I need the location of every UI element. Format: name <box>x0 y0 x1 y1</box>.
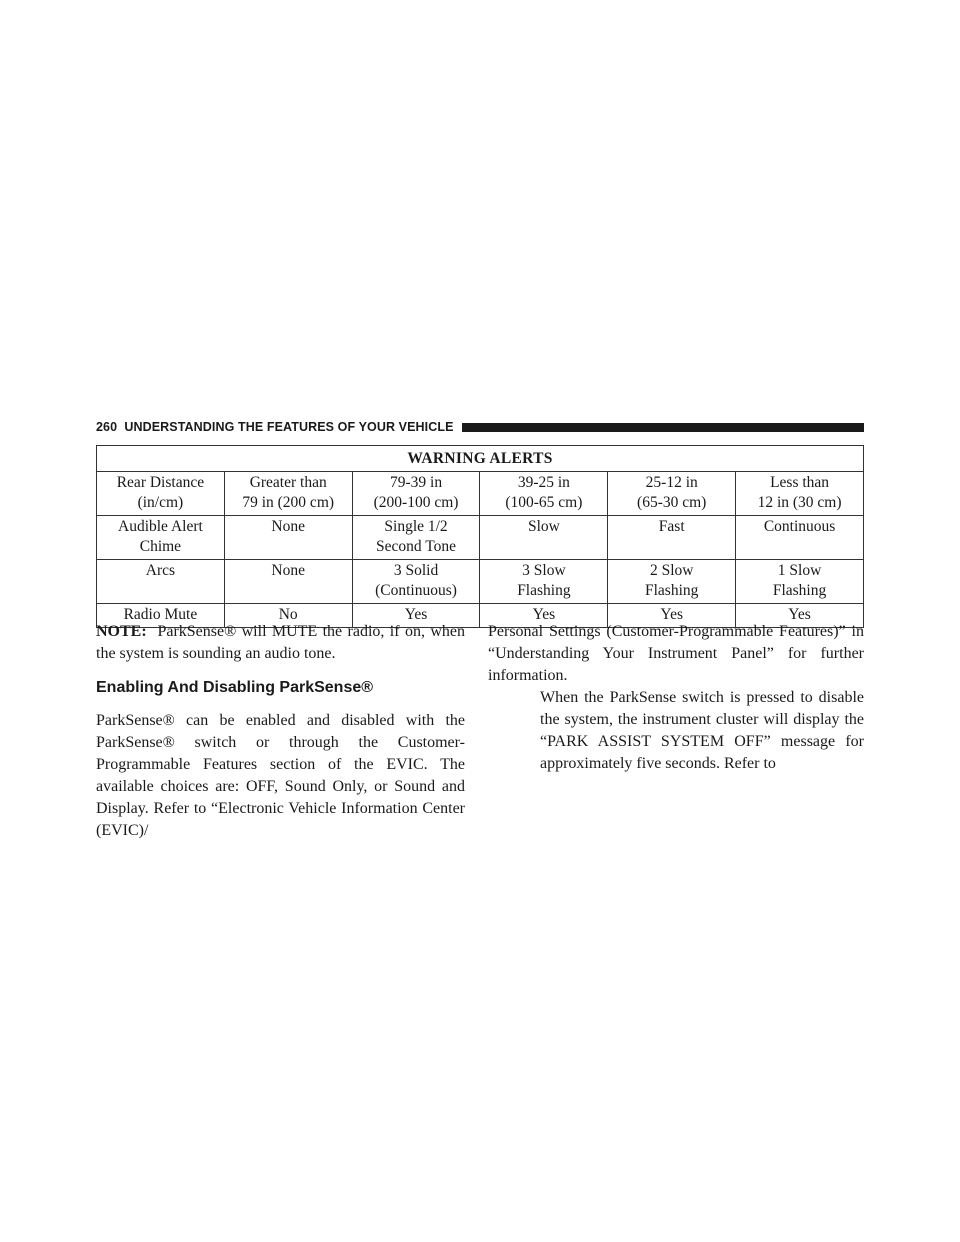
note-paragraph <box>96 621 465 665</box>
cell-text: (100-65 cm) <box>505 494 583 511</box>
section-heading: Enabling And Disabling ParkSense® <box>96 679 374 696</box>
cell-text: (in/cm) <box>137 494 184 511</box>
table-cell <box>352 516 480 560</box>
header-rule <box>462 423 864 432</box>
table-cell <box>352 472 480 516</box>
table-row <box>97 560 864 604</box>
table-cell <box>480 472 608 516</box>
cell-text: 79-39 in <box>389 474 443 491</box>
table-cell <box>480 516 608 560</box>
table-cell <box>224 472 352 516</box>
cell-text: 25-12 in <box>645 474 698 491</box>
table-cell <box>736 472 864 516</box>
cell-text: Radio Mute <box>123 606 198 623</box>
cell-text: No <box>278 606 298 623</box>
page-header <box>96 417 864 437</box>
cell-text: Flashing <box>645 582 699 599</box>
cell-text: Chime <box>139 538 182 555</box>
table-body <box>97 472 864 628</box>
section-paragraph: ParkSense® can be enabled and disabled with the ParkSense® switch or through the Customer-Programmable Features section of the EVIC. The available choices are: OFF, Sound Only, or Sound and Display. Refer to “Electronic Vehicle Information Center (EVIC)/ <box>96 712 465 839</box>
cell-text: Yes <box>660 606 683 623</box>
table-cell <box>736 516 864 560</box>
cell-text: 3 Solid <box>393 562 439 579</box>
cell-text: 2 Slow <box>649 562 694 579</box>
cell-text: Greater than <box>249 474 327 491</box>
table-cell <box>608 560 736 604</box>
table-cell <box>224 516 352 560</box>
page-header-text <box>96 420 454 434</box>
cell-text: 3 Slow <box>522 562 566 579</box>
cell-text: 1 Slow <box>777 562 822 579</box>
cell-text: Second Tone <box>376 538 457 555</box>
left-column <box>96 621 465 842</box>
cell-text: None <box>271 562 305 579</box>
warning-alerts-table <box>96 445 864 628</box>
table-title-row <box>97 446 864 472</box>
section-title: UNDERSTANDING THE FEATURES OF YOUR VEHICLE <box>124 420 454 434</box>
page-number: 260 <box>96 420 118 434</box>
table-row <box>97 516 864 560</box>
cell-text: (Continuous) <box>375 582 457 599</box>
note-text: ParkSense® will MUTE the radio, if on, when the system is sounding an audio tone. <box>96 623 465 662</box>
table-cell <box>608 472 736 516</box>
cell-text: Arcs <box>145 562 176 579</box>
table-cell <box>480 560 608 604</box>
cell-text: Yes <box>404 606 428 623</box>
table-title: WARNING ALERTS <box>97 446 864 472</box>
cell-text: Less than <box>770 474 830 491</box>
cell-text: Yes <box>532 606 556 623</box>
table-cell <box>352 560 480 604</box>
cell-text: Audible Alert <box>118 518 203 535</box>
table-row-header-cell <box>97 560 225 604</box>
continuation-paragraph: Personal Settings (Customer-Programmable Features)” in “Understanding Your Instrument Panel” for further information. <box>488 623 864 684</box>
cell-text: 79 in (200 cm) <box>242 494 335 511</box>
cell-text: 12 in (30 cm) <box>757 494 842 511</box>
cell-text: Slow <box>527 518 560 535</box>
cell-text: Continuous <box>763 518 836 535</box>
cell-text: (200-100 cm) <box>373 494 459 511</box>
table-row-header-cell <box>97 516 225 560</box>
cell-text: Rear Distance <box>116 474 205 491</box>
cell-text: Flashing <box>772 582 827 599</box>
table-row-header-cell <box>97 472 225 516</box>
table-row <box>97 472 864 516</box>
switch-paragraph: When the ParkSense switch is pressed to disable the system, the instrument cluster will display the “PARK ASSIST SYSTEM OFF” message for approximately five seconds. Refer to <box>540 689 864 772</box>
cell-text: Fast <box>658 518 685 535</box>
cell-text: 39-25 in <box>517 474 570 491</box>
table-cell <box>224 560 352 604</box>
table-cell <box>736 560 864 604</box>
right-column <box>488 621 864 775</box>
cell-text: (65-30 cm) <box>637 494 707 511</box>
note-label: NOTE: <box>96 623 147 640</box>
cell-text: Flashing <box>517 582 571 599</box>
cell-text: Yes <box>788 606 811 623</box>
cell-text: None <box>271 518 305 535</box>
cell-text: Single 1/2 <box>384 518 448 535</box>
table-cell <box>608 516 736 560</box>
